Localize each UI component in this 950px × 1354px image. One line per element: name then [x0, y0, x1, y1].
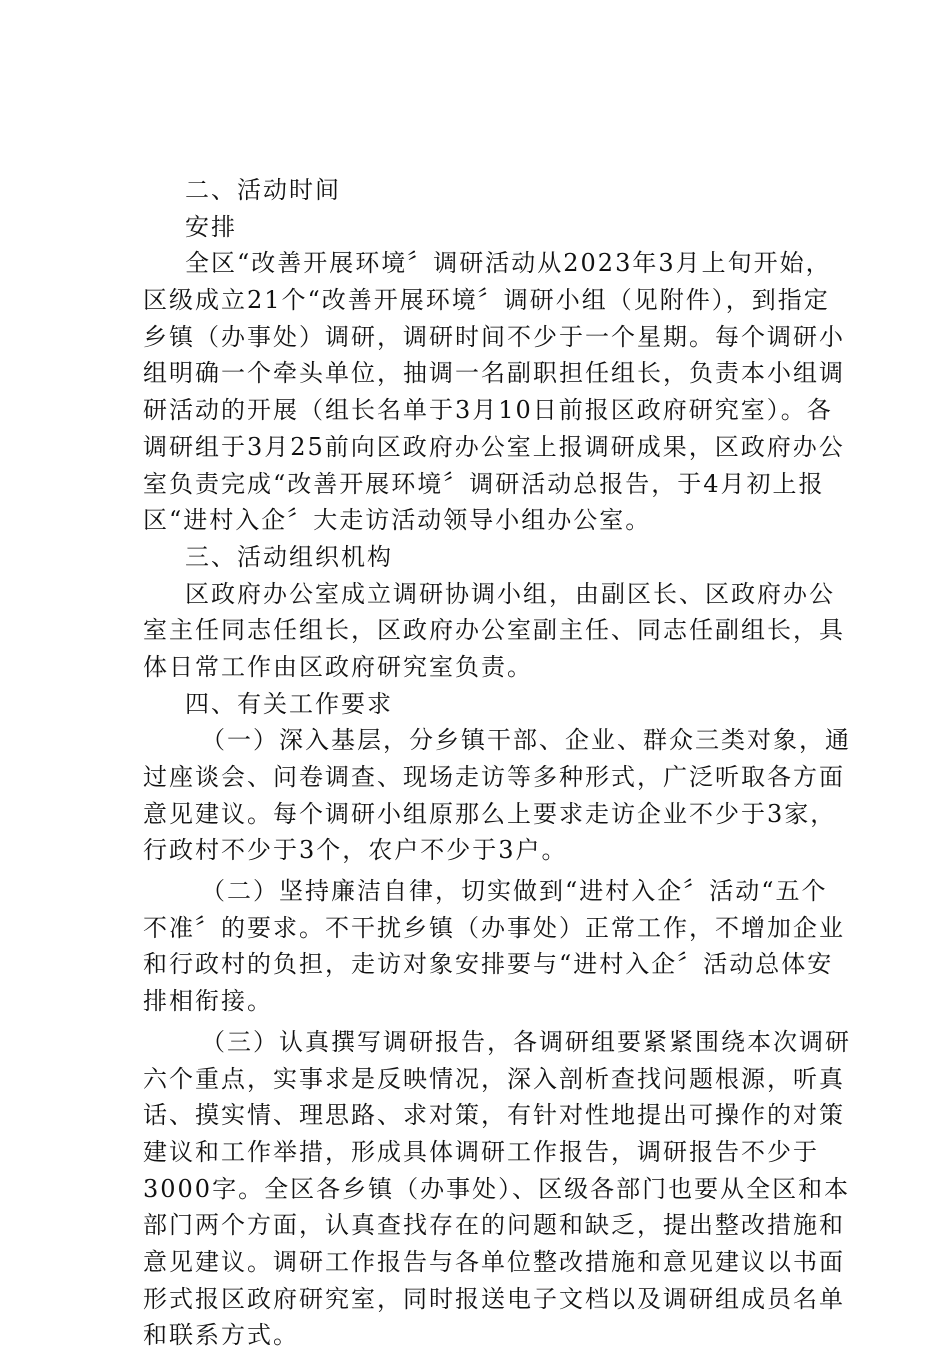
paragraph-line: 区政府办公室成立调研协调小组，由副区长、区政府办公 [185, 579, 835, 608]
paragraph-line: （三）认真撰写调研报告，各调研组要紧紧围绕本次调研 [201, 1027, 851, 1056]
paragraph-line: 和联系方式。 [143, 1321, 299, 1350]
paragraph-line: 话、摸实情、理思路、求对策，有针对性地提出可操作的对策 [143, 1101, 845, 1130]
paragraph-line: 建议和工作举措，形成具体调研工作报告，调研报告不少于 [143, 1137, 819, 1166]
paragraph-line: （一）深入基层，分乡镇干部、企业、群众三类对象，通 [201, 726, 851, 755]
section-heading-requirements: 四、有关工作要求 [185, 689, 393, 718]
paragraph-line: 研活动的开展（组长名单于3月10日前报区政府研究室）。各 [143, 396, 833, 425]
paragraph-line: 不准〞的要求。不干扰乡镇（办事处）正常工作，不增加企业 [143, 913, 845, 942]
paragraph-line: （二）坚持廉洁自律，切实做到“进村入企〞活动“五个 [201, 877, 828, 906]
paragraph-line: 组明确一个牵头单位，抽调一名副职担任组长，负责本小组调 [143, 359, 845, 388]
paragraph-line: 室主任同志任组长，区政府办公室副主任、同志任副组长，具 [143, 616, 845, 645]
paragraph-line: 区级成立21个“改善开展环境〞调研小组（见附件），到指定 [143, 286, 830, 315]
paragraph-line: 意见建议。调研工作报告与各单位整改措施和意见建议以书面 [143, 1247, 845, 1276]
paragraph-line: 和行政村的负担，走访对象安排要与“进村入企〞活动总体安 [143, 950, 834, 979]
paragraph-line: 过座谈会、问卷调查、现场走访等多种形式，广泛听取各方面 [143, 763, 845, 791]
paragraph-line: 调研组于3月25前向区政府办公室上报调研成果，区政府办公 [143, 432, 845, 461]
section-heading-time: 二、活动时间 [185, 176, 341, 204]
paragraph-line: 区“进村入企〞大走访活动领导小组办公室。 [143, 506, 652, 535]
document-body [143, 172, 851, 1354]
section-heading-time-cont: 安排 [185, 212, 237, 241]
paragraph-line: 行政村不少于3个，农户不少于3户。 [143, 836, 568, 865]
paragraph-line: 意见建议。每个调研小组原那么上要求走访企业不少于3家， [143, 799, 837, 828]
paragraph-line: 形式报区政府研究室，同时报送电子文档以及调研组成员名单 [143, 1284, 845, 1313]
paragraph-line: 乡镇（办事处）调研，调研时间不少于一个星期。每个调研小 [143, 322, 845, 351]
paragraph-line: 六个重点，实事求是反映情况，深入剖析查找问题根源，听真 [143, 1064, 845, 1093]
paragraph-line: 体日常工作由区政府研究室负责。 [143, 652, 533, 681]
paragraph-line: 排相衔接。 [143, 987, 273, 1016]
paragraph-line: 3000字。全区各乡镇（办事处）、区级各部门也要从全区和本 [143, 1174, 851, 1203]
paragraph-line: 室负责完成“改善开展环境〞调研活动总报告，于4月初上报 [143, 469, 825, 498]
section-heading-organization: 三、活动组织机构 [185, 542, 393, 571]
paragraph-line: 全区“改善开展环境〞调研活动从2023年3月上旬开始， [185, 249, 832, 278]
paragraph-line: 部门两个方面，认真查找存在的问题和缺乏，提出整改措施和 [143, 1211, 845, 1240]
